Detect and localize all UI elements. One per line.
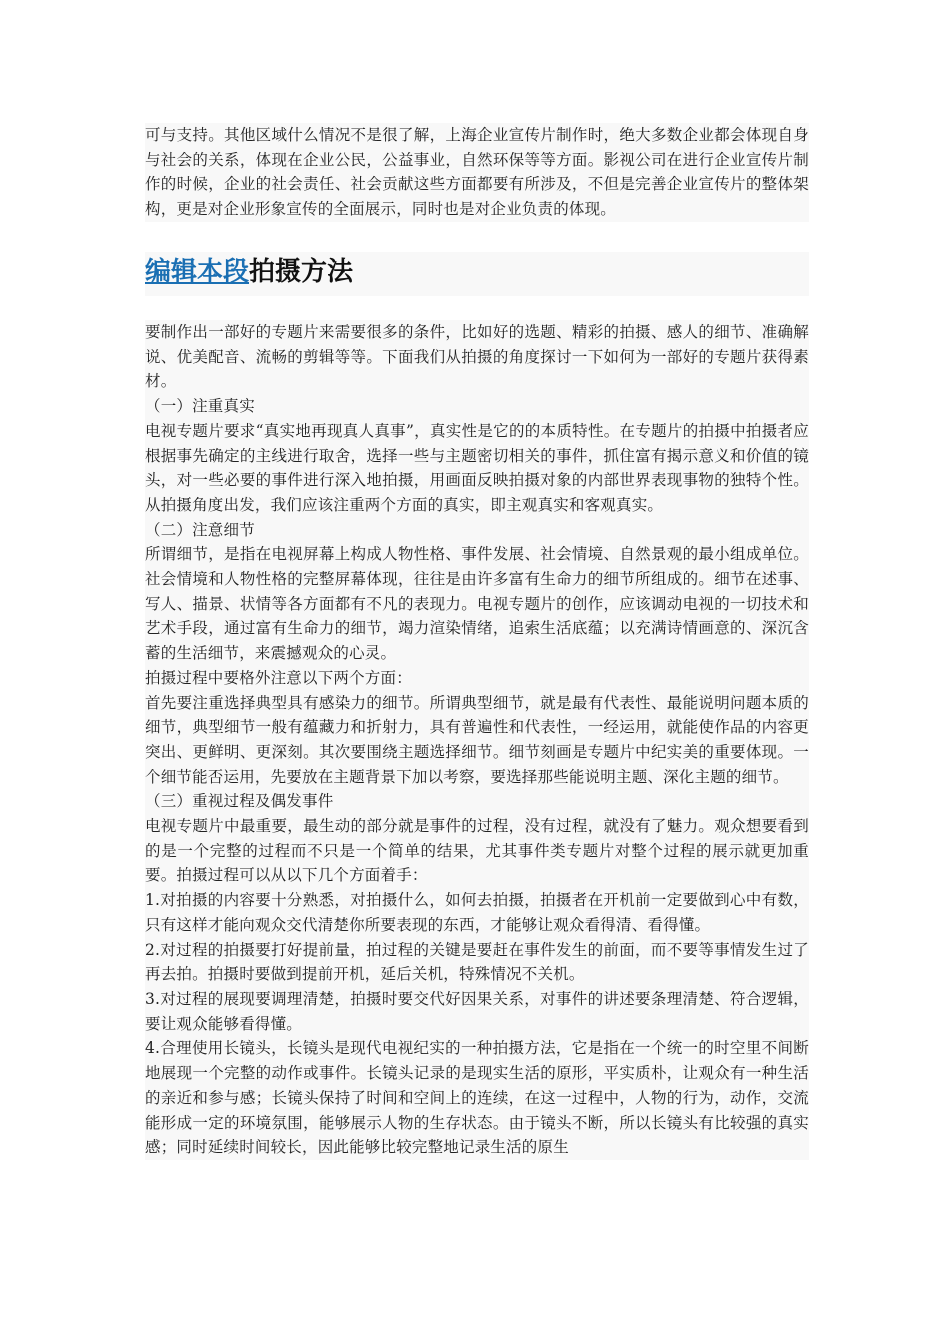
list-item: 4.合理使用长镜头，长镜头是现代电视纪实的一种拍摄方法，它是指在一个统一的时空里不间断地展现一个完整的动作或事件。长镜头记录的是现实生活的原形，平实质朴，让观众有一种生活的亲近和参与感；长镜头保持了时间和空间上的连续，在这一过程中，人物的行为，动作，交流能形成一定的环境氛围，能够展示人物的生存状态。由于镜头不断，所以长镜头有比较强的真实感；同时延续时间较长，因此能够比较完整地记录生活的原生	[145, 1039, 809, 1157]
subheading: （一）注重真实	[145, 397, 255, 416]
paragraph: 电视专题片中最重要，最生动的部分就是事件的过程，没有过程，就没有了魅力。观众想要看到的是一个完整的过程而不只是一个简单的结果，尤其事件类专题片对整个过程的展示就更加重要。拍摄过程可以从以下几个方面着手：	[145, 817, 809, 885]
section-title: 拍摄方法	[249, 257, 354, 287]
subheading: （三）重视过程及偶发事件	[145, 792, 334, 811]
paragraph: 拍摄过程中要格外注意以下两个方面：	[145, 668, 412, 687]
body-block	[145, 320, 809, 1160]
paragraph: 电视专题片要求“真实地再现真人真事”，真实性是它的的本质特性。在专题片的拍摄中拍摄者应根据事先确定的主线进行取舍，选择一些与主题密切相关的事件，抓住富有揭示意义和价值的镜头，对一些必要的事件进行深入地拍摄，用画面反映拍摄对象的内部世界表现事物的独特个性。从拍摄角度出发，我们应该注重两个方面的真实，即主观真实和客观真实。	[145, 421, 809, 514]
list-item: 3.对过程的展现要调理清楚，拍摄时要交代好因果关系，对事件的讲述要条理清楚、符合逻辑，要让观众能够看得懂。	[145, 989, 809, 1033]
list-item: 1.对拍摄的内容要十分熟悉，对拍摄什么，如何去拍摄，拍摄者在开机前一定要做到心中有数，只有这样才能向观众交代清楚你所要表现的东西，才能够让观众看得清、看得懂。	[145, 891, 809, 934]
edit-section-link[interactable]: 编辑本段	[145, 257, 250, 287]
paragraph: 首先要注重选择典型具有感染力的细节。所谓典型细节，就是最有代表性、最能说明问题本质的细节，典型细节一般有蕴藏力和折射力，具有普遍性和代表性，一经运用，就能使作品的内容更突出、更鲜明、更深刻。其次要围绕主题选择细节。细节刻画是专题片中纪实美的重要体现。一个细节能否运用，先要放在主题背景下加以考察，要选择那些能说明主题、深化主题的细节。	[145, 693, 809, 786]
list-item: 2.对过程的拍摄要打好提前量，拍过程的关键是要赶在事件发生的前面，而不要等事情发生过了再去拍。拍摄时要做到提前开机，延后关机，特殊情况不关机。	[145, 940, 809, 984]
section-heading	[145, 252, 809, 296]
subheading: （二）注意细节	[145, 520, 255, 539]
intro-block	[145, 123, 809, 222]
paragraph: 要制作出一部好的专题片来需要很多的条件，比如好的选题、精彩的拍摄、感人的细节、准确解说、优美配音、流畅的剪辑等等。下面我们从拍摄的角度探讨一下如何为一部好的专题片获得素材。	[145, 323, 809, 391]
intro-paragraph: 可与支持。其他区域什么情况不是很了解，上海企业宣传片制作时，绝大多数企业都会体现自身与社会的关系，体现在企业公民，公益事业，自然环保等等方面。影视公司在进行企业宣传片制作的时候，企业的社会责任、社会贡献这些方面都要有所涉及，不但是完善企业宣传片的整体架构，更是对企业形象宣传的全面展示，同时也是对企业负责的体现。	[145, 126, 809, 219]
paragraph: 所谓细节，是指在电视屏幕上构成人物性格、事件发展、社会情境、自然景观的最小组成单位。社会情境和人物性格的完整屏幕体现，往往是由许多富有生命力的细节所组成的。细节在述事、写人、描景、状情等各方面都有不凡的表现力。电视专题片的创作，应该调动电视的一切技术和艺术手段，通过富有生命力的细节，竭力渲染情绪，追索生活底蕴；以充满诗情画意的、深沉含蓄的生活细节，来震撼观众的心灵。	[145, 545, 809, 663]
